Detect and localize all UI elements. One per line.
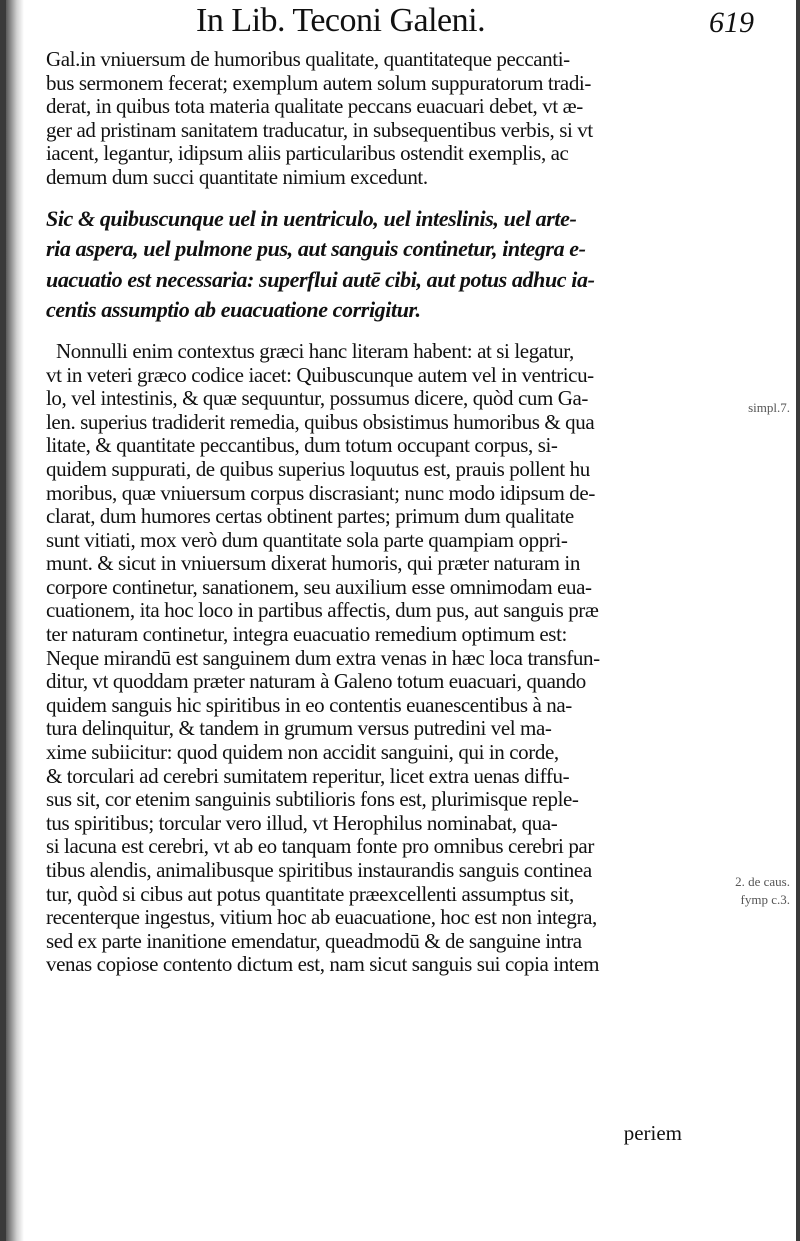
- text-line: tus spiritibus; torcular vero illud, vt Herophilus nominabat, qua-: [46, 810, 558, 835]
- text-line: litate, & quantitate peccantibus, dum totum occupant corpus, si-: [46, 433, 558, 458]
- text-line: clarat, dum humores certas obtinent partes; primum dum qualitate: [46, 504, 574, 529]
- text-line: moribus, quæ vniuersum corpus discrasiant; nunc modo idipsum de-: [46, 480, 595, 505]
- text-line: corpore continetur, sanationem, seu auxilium esse omnimodam eua-: [46, 574, 592, 599]
- commentary-paragraph-2: [46, 340, 686, 977]
- text-line: xime subiicitur: quod quidem non accidit sanguini, qui in corde,: [46, 740, 559, 765]
- lemma-line: centis assumptio ab euacuatione corrigitur.: [46, 297, 421, 323]
- commentary-paragraph-1: [46, 48, 686, 190]
- text-line: quidem suppurati, de quibus superius loquutus est, prauis pollent hu: [46, 456, 590, 481]
- text-line: sunt vitiati, mox verò dum quantitate sola parte quampiam oppri-: [46, 527, 568, 552]
- text-line: venas copiose contento dictum est, nam sicut sanguis sui copia intem: [46, 952, 600, 977]
- text-line: cuationem, ita hoc loco in partibus affectis, dum pus, aut sanguis præ: [46, 598, 599, 623]
- running-head: In Lib. Teconi Galeni.: [196, 2, 486, 39]
- lemma-line: uacuatio est necessaria: superflui autē cibi, aut potus adhuc ia-: [46, 266, 595, 292]
- text-line: sed ex parte inanitione emendatur, queadmodū & de sanguine intra: [46, 928, 582, 953]
- text-line: si lacuna est cerebri, vt ab eo tanquam fonte pro omnibus cerebri par: [46, 834, 594, 859]
- text-line: ger ad pristinam sanitatem traducatur, in subsequentibus verbis, si vt: [46, 117, 593, 142]
- text-line: ter naturam continetur, integra euacuatio remedium optimum est:: [46, 622, 567, 647]
- lemma-line: Sic & quibuscunque uel in uentriculo, uel inteslinis, uel arte-: [46, 205, 577, 231]
- catchword: periem: [623, 1121, 682, 1145]
- text-line: Neque mirandū est sanguinem dum extra venas in hæc loca transfun-: [46, 645, 600, 670]
- text-line: demum dum succi quantitate nimium excedunt.: [46, 164, 428, 189]
- marginal-note: simpl.7.: [748, 400, 790, 415]
- text-line: len. superius tradiderit remedia, quibus obsistimus humoribus & qua: [46, 409, 595, 434]
- text-line: tura delinquitur, & tandem in grumum versus putredini vel ma-: [46, 716, 552, 741]
- book-page: [6, 0, 796, 1241]
- text-line: Gal.in vniuersum de humoribus qualitate, quantitateque peccanti-: [46, 47, 570, 71]
- gutter-shadow: [6, 0, 24, 1241]
- text-line: tur, quòd si cibus aut potus quantitate præexcellenti assumptus sit,: [46, 881, 574, 906]
- text-line: derat, in quibus tota materia qualitate peccans euacuari debet, vt æ-: [46, 94, 583, 119]
- text-line: Nonnulli enim contextus græci hanc literam habent: at si legatur,: [56, 338, 574, 363]
- text-line: munt. & sicut in vniuersum dixerat humoris, qui præter naturam in: [46, 551, 580, 576]
- text-line: ditur, vt quoddam præter naturam à Galeno totum euacuari, quando: [46, 669, 586, 694]
- text-line: vt in veteri græco codice iacet: Quibuscunque autem vel in ventricu-: [46, 362, 594, 387]
- main-text-block: [46, 48, 686, 977]
- text-line: bus sermonem fecerat; exemplum autem solum suppuratorum tradi-: [46, 70, 591, 95]
- lemma-aphorism: [46, 204, 686, 326]
- text-line: sus sit, cor etenim sanguinis subtilioris fons est, plurimisque reple-: [46, 787, 579, 812]
- text-line: iacent, legantur, idipsum aliis particularibus ostendit exemplis, ac: [46, 141, 569, 166]
- text-line: quidem sanguis hic spiritibus in eo contentis euanescentibus à na-: [46, 692, 572, 717]
- text-line: lo, vel intestinis, & quæ sequuntur, possumus dicere, quòd cum Ga-: [46, 386, 589, 411]
- marginal-note: 2. de caus.: [735, 874, 790, 889]
- text-line: recenterque ingestus, vitium hoc ab euacuatione, hoc est non integra,: [46, 905, 597, 930]
- marginal-note: fymp c.3.: [740, 892, 790, 907]
- text-line: tibus alendis, animalibusque spiritibus instaurandis sanguis continea: [46, 858, 592, 882]
- text-line: & torculari ad cerebri sumitatem reperitur, licet extra uenas diffu-: [46, 763, 570, 788]
- lemma-line: ria aspera, uel pulmone pus, aut sanguis continetur, integra e-: [46, 236, 586, 262]
- page-number: 619: [709, 6, 754, 39]
